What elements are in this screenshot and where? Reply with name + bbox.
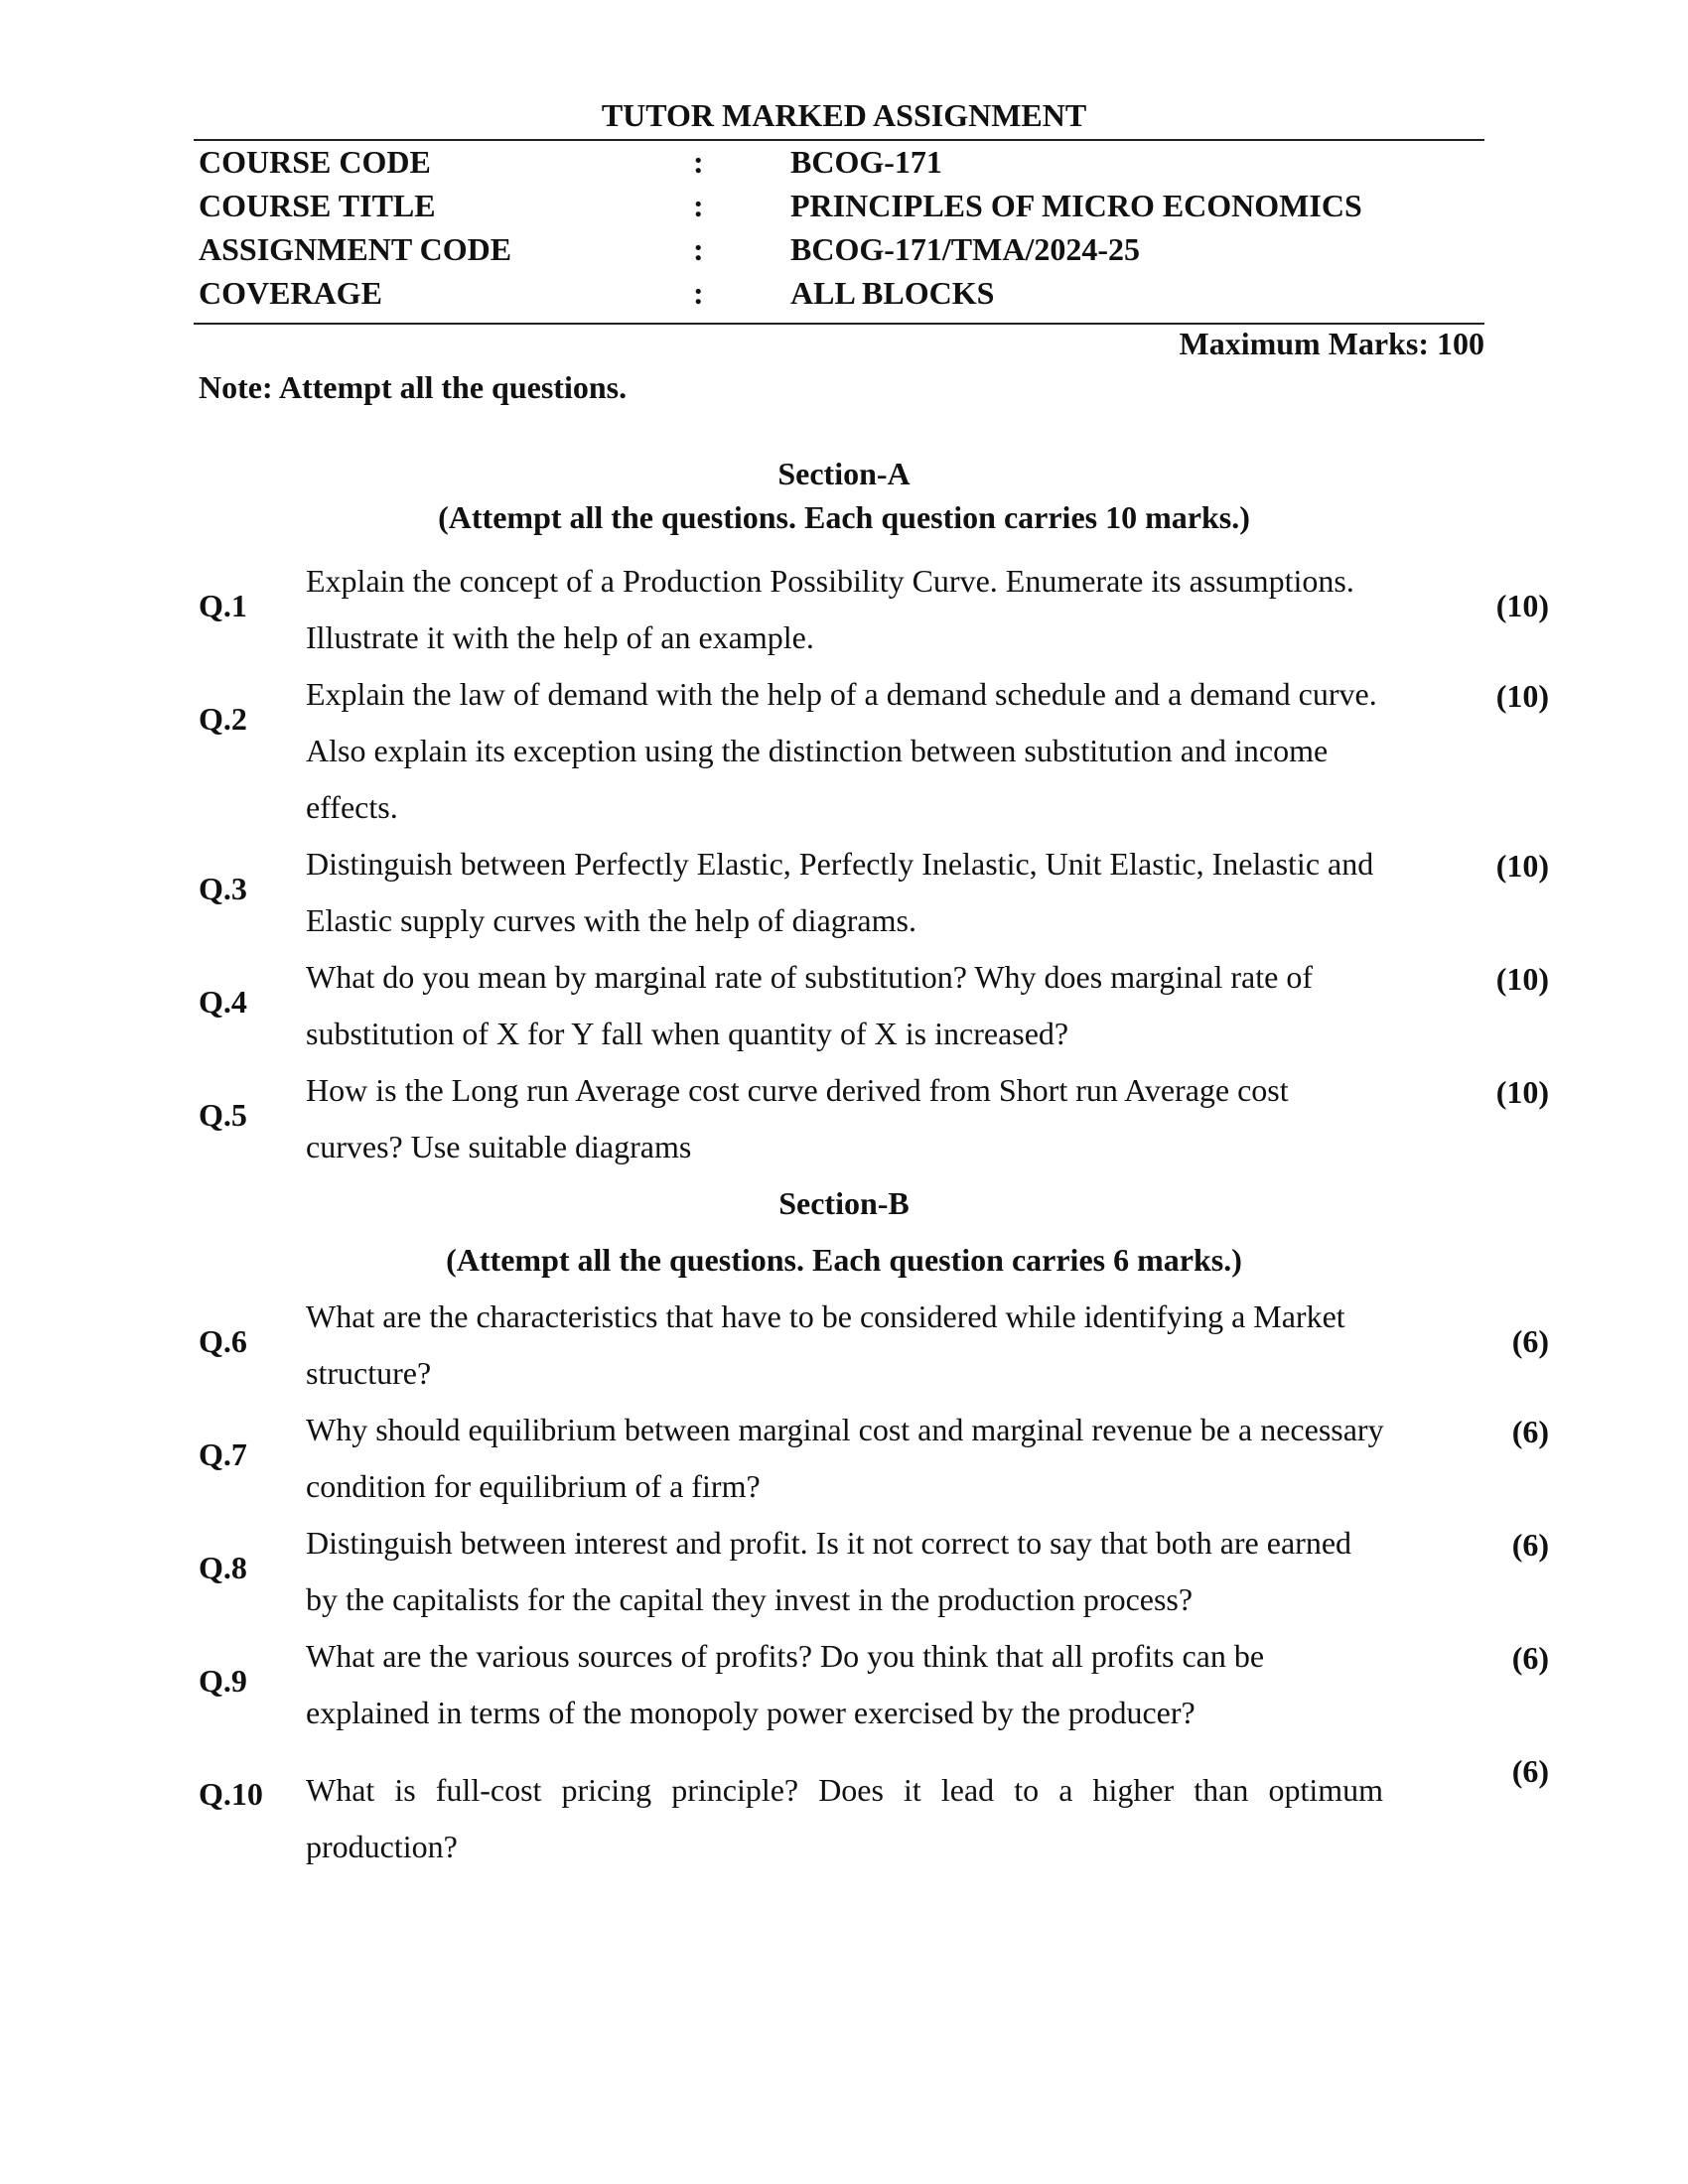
header-bottom-rule [194,323,1484,325]
meta-row-assignment-code [199,231,1489,275]
question-number: Q.4 [199,984,247,1020]
meta-label: COVERAGE [199,275,382,311]
question-marks: (10) [1495,961,1549,997]
question-marks: (10) [1495,678,1549,714]
question-text: What are the various sources of profits? Do you think that all profits can be explained in terms of the monopoly power exercised by the producer? [306,1638,1265,1730]
question-number: Q.9 [199,1663,247,1699]
question-number: Q.7 [199,1436,247,1472]
section-b-instruction: (Attempt all the questions. Each question carries 6 marks.) [446,1242,1242,1278]
question-text: Explain the law of demand with the help of a demand schedule and a demand curve. Also explain its exception using the distinction between substitution and income effects. [306,676,1377,825]
question-number: Q.5 [199,1097,247,1133]
instruction-note: Note: Attempt all the questions. [199,369,628,405]
section-a-title: Section-A [777,456,911,491]
question-text: What do you mean by marginal rate of substitution? Why does marginal rate of substitution of X for Y fall when quantity of X is increased? [306,959,1313,1051]
meta-value: BCOG-171 [790,144,942,180]
meta-label: ASSIGNMENT CODE [199,231,512,267]
meta-value: BCOG-171/TMA/2024-25 [790,231,1140,267]
meta-separator: : [693,231,704,267]
question-text: What is full-cost pricing principle? Does it lead to a higher than optimum production? [306,1772,1383,1864]
question-text: Distinguish between interest and profit. Is it not correct to say that both are earned by the capitalists for the capital they invest in the production process? [306,1525,1352,1617]
question-marks: (10) [1495,1074,1549,1110]
question-marks: (10) [1495,588,1549,623]
question-number: Q.2 [199,701,247,737]
document-title: TUTOR MARKED ASSIGNMENT [601,97,1087,133]
question-text: How is the Long run Average cost curve derived from Short run Average cost curves? Use suitable diagrams [306,1072,1289,1164]
meta-value: PRINCIPLES OF MICRO ECONOMICS [790,188,1362,223]
meta-row-course-code [199,144,1489,188]
question-marks: (6) [1511,1640,1549,1676]
section-a-instruction: (Attempt all the questions. Each question carries 10 marks.) [438,499,1250,535]
question-text: Why should equilibrium between marginal cost and marginal revenue be a necessary condition for equilibrium of a firm? [306,1412,1384,1504]
question-marks: (10) [1495,848,1549,884]
question-number: Q.10 [199,1776,263,1812]
meta-separator: : [693,144,704,180]
maximum-marks: Maximum Marks: 100 [1179,326,1484,361]
meta-separator: : [693,275,704,311]
section-b-title: Section-B [778,1185,910,1221]
question-number: Q.1 [199,588,247,623]
question-marks: (6) [1511,1753,1549,1789]
question-text: Explain the concept of a Production Possibility Curve. Enumerate its assumptions. Illustrate it with the help of an example. [306,563,1354,655]
question-number: Q.8 [199,1550,247,1585]
meta-row-coverage [199,275,1489,319]
question-marks: (6) [1511,1527,1549,1563]
meta-separator: : [693,188,704,223]
meta-row-course-title [199,188,1489,231]
question-marks: (6) [1511,1414,1549,1449]
question-text: Distinguish between Perfectly Elastic, Perfectly Inelastic, Unit Elastic, Inelastic and Elastic supply curves with the help of diagrams. [306,846,1374,938]
meta-label: COURSE CODE [199,144,431,180]
meta-label: COURSE TITLE [199,188,436,223]
question-number: Q.3 [199,871,247,906]
meta-value: ALL BLOCKS [790,275,995,311]
question-marks: (6) [1511,1323,1549,1359]
question-text: What are the characteristics that have to be considered while identifying a Market structure? [306,1298,1345,1391]
header-top-rule [194,139,1484,141]
question-number: Q.6 [199,1323,247,1359]
